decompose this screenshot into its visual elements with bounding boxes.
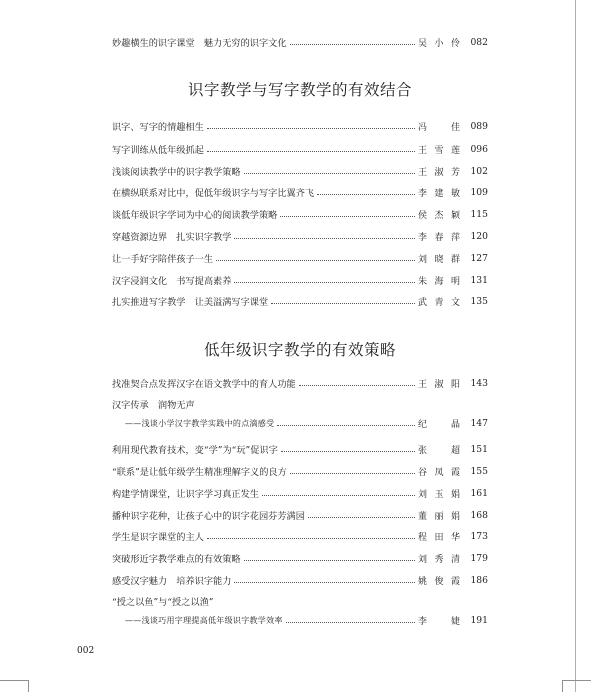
toc-entry[interactable] (112, 163, 488, 179)
crop-mark (0, 680, 28, 681)
entry-author: 董丽娟 (418, 511, 460, 522)
toc-entry[interactable] (112, 463, 488, 479)
entry-author: 纪 晶 (418, 419, 460, 430)
crop-mark (28, 680, 29, 692)
entry-page: 089 (470, 120, 488, 132)
entry-author: 冯 佳 (418, 122, 460, 133)
entry-author: 张 超 (418, 445, 460, 456)
toc-entry[interactable] (112, 272, 488, 288)
leader-dots (317, 194, 415, 195)
entry-author: 侯杰颖 (418, 210, 460, 221)
section-heading: 低年级识字教学的有效策略 (203, 341, 396, 359)
entry-page: 143 (470, 377, 488, 389)
entry-page: 173 (470, 530, 488, 542)
entry-title: “授之以鱼”与“授之以渔” (112, 597, 214, 608)
entry-page: 115 (470, 208, 488, 220)
entry-author: 王雪莲 (418, 145, 460, 156)
toc-entry[interactable] (112, 141, 488, 157)
toc-entry[interactable] (112, 250, 488, 266)
entry-page: 109 (470, 186, 488, 198)
leader-dots (216, 260, 415, 261)
page-number: 002 (77, 646, 95, 656)
toc-entry[interactable] (112, 206, 488, 222)
entry-author: 朱海明 (418, 276, 460, 287)
leader-dots (207, 538, 415, 539)
leader-dots (308, 517, 415, 518)
entry-author: 王淑阳 (418, 379, 460, 390)
entry-title: 在横纵联系对比中，促低年级识字与写字比翼齐飞 (112, 188, 315, 199)
page-edge (575, 0, 576, 692)
section-heading: 识字教学与写字教学的有效结合 (187, 81, 412, 99)
entry-title: 播种识字花种，让孩子心中的识字花园芬芳满园 (112, 511, 305, 522)
leader-dots (234, 238, 415, 239)
entry-title: 写字训练从低年级抓起 (112, 145, 204, 156)
toc-entry[interactable] (112, 572, 488, 588)
entry-title: 找准契合点发挥汉字在语文教学中的育人功能 (112, 379, 296, 390)
entry-page: 179 (470, 552, 488, 564)
leader-dots (290, 44, 415, 45)
entry-page: 151 (470, 443, 488, 455)
toc-entry[interactable] (112, 507, 488, 523)
leader-dots (234, 582, 415, 583)
entry-author: 吴小伶 (418, 38, 460, 49)
entry-title: 学生是识字课堂的主人 (112, 532, 204, 543)
entry-title: 谈低年级识字学词为中心的阅读教学策略 (112, 210, 278, 221)
entry-author: 刘晓群 (418, 254, 460, 265)
leader-dots (271, 303, 415, 304)
toc-entry[interactable] (112, 118, 488, 134)
leader-dots (299, 385, 415, 386)
entry-page: 120 (470, 230, 488, 242)
leader-dots (234, 282, 415, 283)
toc-entry[interactable] (112, 528, 488, 544)
entry-author: 谷凤霞 (418, 467, 460, 478)
entry-page: 127 (470, 252, 488, 264)
entry-subtitle: ——浅谈小学汉字教学实践中的点滴感受 (125, 418, 275, 428)
entry-page: 147 (470, 417, 488, 429)
entry-author: 姚俊霞 (418, 576, 460, 587)
entry-title: 让一手好字陪伴孩子一生 (112, 254, 214, 265)
leader-dots (207, 128, 415, 129)
entry-title: 扎实推进写字教学 让美溢满写字课堂 (112, 297, 269, 308)
crop-mark (562, 680, 563, 692)
entry-title: 感受汉字魅力 培养识字能力 (112, 576, 232, 587)
leader-dots (277, 425, 415, 426)
toc-entry[interactable] (112, 550, 488, 566)
entry-page: 131 (470, 274, 488, 286)
toc-entry[interactable] (112, 485, 488, 501)
entry-author: 李建敏 (418, 188, 460, 199)
entry-page: 191 (470, 614, 488, 626)
entry-page: 082 (470, 36, 488, 48)
toc-entry[interactable] (112, 441, 488, 457)
entry-title: 汉字浸润文化 书写提高素养 (112, 276, 232, 287)
entry-title: 构建学情课堂，让识字学习真正发生 (112, 489, 259, 500)
leader-dots (244, 173, 415, 174)
entry-page: 155 (470, 465, 488, 477)
toc-entry-heading[interactable] (112, 396, 488, 412)
leader-dots (290, 473, 415, 474)
toc-entry-heading[interactable] (112, 593, 488, 609)
entry-title: 识字、写字的情趣相生 (112, 122, 204, 133)
entry-title: 浅谈阅读教学中的识字教学策略 (112, 167, 241, 178)
toc-entry[interactable] (112, 293, 488, 309)
entry-author: 李春萍 (418, 232, 460, 243)
entry-page: 096 (470, 143, 488, 155)
entry-title: “联系”是让低年级学生精准理解字义的良方 (112, 467, 287, 478)
leader-dots (286, 622, 415, 623)
toc-entry[interactable] (112, 375, 488, 391)
entry-title: 利用现代教育技术，变“学”为“玩”促识字 (112, 445, 278, 456)
entry-title: 汉字传承 润物无声 (112, 400, 195, 411)
crop-mark (562, 680, 591, 681)
entry-author: 刘玉娟 (418, 489, 460, 500)
entry-title: 妙趣横生的识字课堂 魅力无穷的识字文化 (112, 38, 287, 49)
leader-dots (280, 216, 415, 217)
entry-title: 突破形近字教学难点的有效策略 (112, 554, 241, 565)
entry-page: 186 (470, 574, 488, 586)
toc-entry[interactable] (112, 34, 488, 50)
entry-subtitle: ——浅谈巧用字理提高低年级识字教学效率 (125, 615, 283, 625)
entry-author: 程田华 (418, 532, 460, 543)
entry-author: 刘秀清 (418, 554, 460, 565)
entry-page: 161 (470, 487, 488, 499)
entry-page: 135 (470, 295, 488, 307)
leader-dots (281, 451, 415, 452)
toc-entry[interactable] (112, 228, 488, 244)
leader-dots (262, 495, 415, 496)
entry-author: 武青文 (418, 297, 460, 308)
entry-title: 穿越资源边界 扎实识字教学 (112, 232, 232, 243)
entry-author: 李 婕 (418, 616, 460, 627)
entry-author: 王淑芳 (418, 167, 460, 178)
toc-entry-subtitle[interactable] (125, 415, 488, 431)
leader-dots (207, 151, 415, 152)
entry-page: 168 (470, 509, 488, 521)
toc-entry[interactable] (112, 184, 488, 200)
entry-page: 102 (470, 165, 488, 177)
toc-entry-subtitle[interactable] (125, 612, 488, 628)
leader-dots (244, 560, 415, 561)
